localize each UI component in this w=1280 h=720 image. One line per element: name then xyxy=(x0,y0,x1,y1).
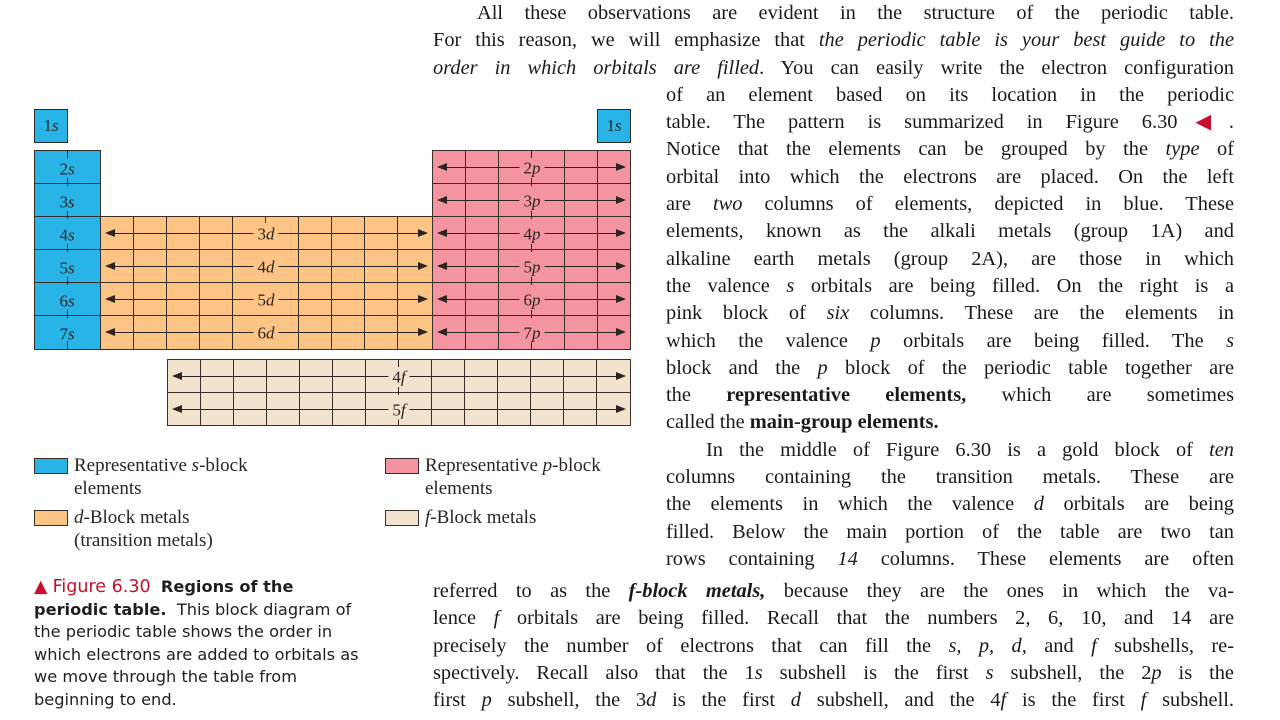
row-label-2p: 2p xyxy=(520,160,545,177)
row-label-5p: 5p xyxy=(520,259,545,276)
row-label-5d: 5d xyxy=(254,292,279,309)
row-label-5f: 5f xyxy=(388,402,409,419)
body-paragraph-2-bottom: referred to as the f-block metals, because they are the ones in which the va- lence f orbitals are being filled. Recall that the numbers 2, 6, 10, and 14 are precisely the number of electrons that can fill the s, p, d, and f subshells, re- spectively. Recall also that the 1s subshell is the first s subshell, the 2p is the first p subshell, the 3d is the first d subshell, and the 4f is the first f subshell. xyxy=(433,580,1235,712)
row-label-3s: 3s xyxy=(59,192,75,212)
row-label-6p: 6p xyxy=(520,292,545,309)
row-label-3d: 3d xyxy=(254,226,279,243)
legend-swatch-tan xyxy=(385,510,419,526)
caption-title: Regions of the xyxy=(160,577,294,596)
cell-1s-left xyxy=(34,109,68,143)
row-label-4d: 4d xyxy=(254,259,279,276)
row-label-6s: 6s xyxy=(59,291,75,311)
row-label-2s: 2s xyxy=(59,159,75,179)
cell-label: 1s xyxy=(606,116,622,135)
figure-caption: ▲ Figure 6.30 Regions of the periodic table. This block diagram of the periodic table shows the order in which electrons are added to orbitals as we move through the table from beginning to end. xyxy=(34,577,359,709)
row-label-6d: 6d xyxy=(254,325,279,342)
body-paragraph-1-column: of an element based on its location in the periodic table. The pattern is summarized in Figure 6.30◀. Notice that the elements can be grouped by the type of orbital into which the electrons are placed. On the left are two columns of elements, depicted in blue. These elements, known as the alkali metals (group 1A) and alkaline earth metals (group 2A), are those in which the valence s orbitals are being filled. On the right is a pink block of six columns. These are the elements in which the valence p orbitals are being filled. The s block and the p block of the periodic table together are the representative elements, which are sometimes called the main-group elements. In the middle of Figure 6.30 is a gold block of ten columns containing the transition metals. These are the elements in which the valence d orbitals are being filled. Below the main portion of the table are two tan rows containing 14 columns. These elements are often xyxy=(666,83,1235,570)
figure-reference-arrow-icon: ◀ xyxy=(1177,111,1229,134)
p-block xyxy=(432,150,631,350)
f-block xyxy=(167,359,631,426)
legend-label: d-Block metals (transition metals) xyxy=(74,507,213,551)
body-paragraph-1-top: All these observations are evident in the structure of the periodic table. For this reason, we will emphasize that the periodic table is your best guide to the order in which orbitals are filled. You can easily write the electron configuration xyxy=(433,2,1234,79)
legend-label: Representative p-block elements xyxy=(425,455,601,499)
caption-marker-icon: ▲ xyxy=(34,577,48,597)
d-block xyxy=(100,216,433,350)
s-block xyxy=(34,150,101,350)
cell-1s-right xyxy=(597,109,631,143)
legend-label: f-Block metals xyxy=(425,507,537,528)
row-label-7s: 7s xyxy=(59,324,75,344)
legend-swatch-orange xyxy=(34,510,68,526)
legend-swatch-pink xyxy=(385,458,419,474)
legend-label: Representative s-block elements xyxy=(74,455,248,499)
row-label-7p: 7p xyxy=(520,325,545,342)
row-label-5s: 5s xyxy=(59,258,75,278)
cell-label: 1s xyxy=(43,116,59,135)
row-label-4p: 4p xyxy=(520,226,545,243)
legend-swatch-blue xyxy=(34,458,68,474)
row-label-4f: 4f xyxy=(388,369,409,386)
figure-number: Figure 6.30 xyxy=(52,577,151,597)
row-label-3p: 3p xyxy=(520,193,545,210)
row-label-4s: 4s xyxy=(59,225,75,245)
